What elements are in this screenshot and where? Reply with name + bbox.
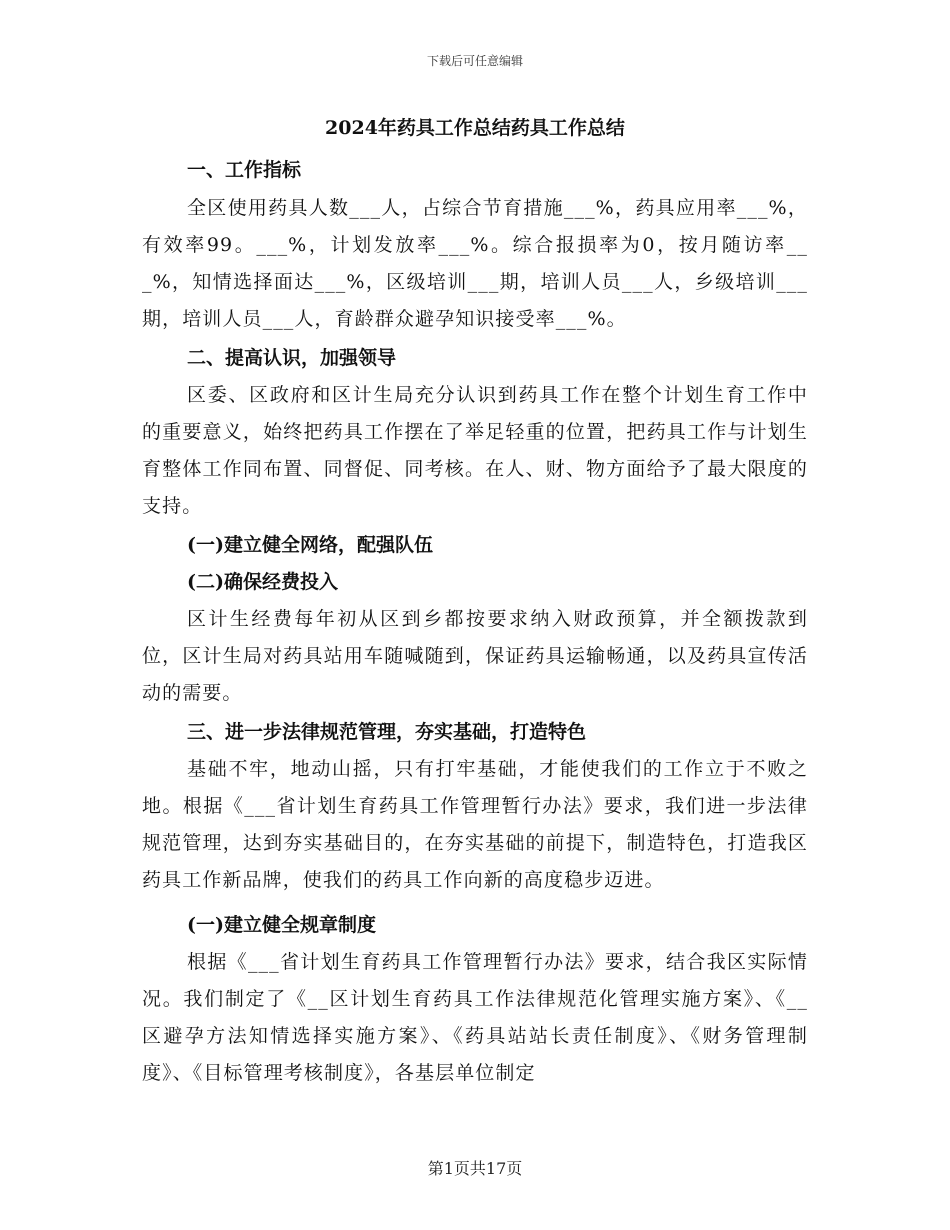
subsection-heading: (一)建立健全网络，配强队伍 bbox=[187, 534, 433, 556]
section-heading: 一、工作指标 bbox=[187, 159, 302, 181]
subsection-heading: (一)建立健全规章制度 bbox=[187, 914, 376, 936]
page-header-note: 下载后可任意编辑 bbox=[426, 54, 523, 68]
paragraph: 区委、区政府和区计生局充分认识到药具工作在整个计划生育工作中的重要意义，始终把药具工作摆在了举足轻重的位置，把药具工作与计划生育整体工作同布置、同督促、同考核。在人、财、物方面给予了最大限度的支持。 bbox=[142, 384, 808, 517]
subsection-heading: (二)确保经费投入 bbox=[187, 571, 338, 593]
document-title: 2024年药具工作总结药具工作总结 bbox=[325, 117, 625, 139]
section-heading: 二、提高认识，加强领导 bbox=[187, 347, 397, 369]
paragraph: 区计生经费每年初从区到乡都按要求纳入财政预算，并全额拨款到位，区计生局对药具站用车随喊随到，保证药具运输畅通，以及药具宣传活动的需要。 bbox=[142, 608, 808, 704]
section-heading: 三、进一步法律规范管理，夯实基础，打造特色 bbox=[187, 721, 587, 743]
document-body bbox=[142, 110, 808, 1092]
paragraph: 全区使用药具人数___人，占综合节育措施___%，药具应用率___%，有效率99。___%，计划发放率___%。综合报损率为0，按月随访率___%，知情选择面达___%，区级培训___期，培训人员___人，乡级培训___期，培训人员___人，育龄群众避孕知识接受率___%。 bbox=[142, 197, 808, 330]
page-number: 第1页共17页 bbox=[427, 1159, 523, 1178]
paragraph: 根据《___省计划生育药具工作管理暂行办法》要求，结合我区实际情况。我们制定了《__区计划生育药具工作法律规范化管理实施方案》、《__区避孕方法知情选择实施方案》、《药具站站长责任制度》、《财务管理制度》、《目标管理考核制度》，各基层单位制定 bbox=[142, 951, 808, 1084]
paragraph: 基础不牢，地动山摇，只有打牢基础，才能使我们的工作立于不败之地。根据《___省计划生育药具工作管理暂行办法》要求，我们进一步法律规范管理，达到夯实基础目的，在夯实基础的前提下，制造特色，打造我区药具工作新品牌，使我们的药具工作向新的高度稳步迈进。 bbox=[142, 758, 808, 891]
